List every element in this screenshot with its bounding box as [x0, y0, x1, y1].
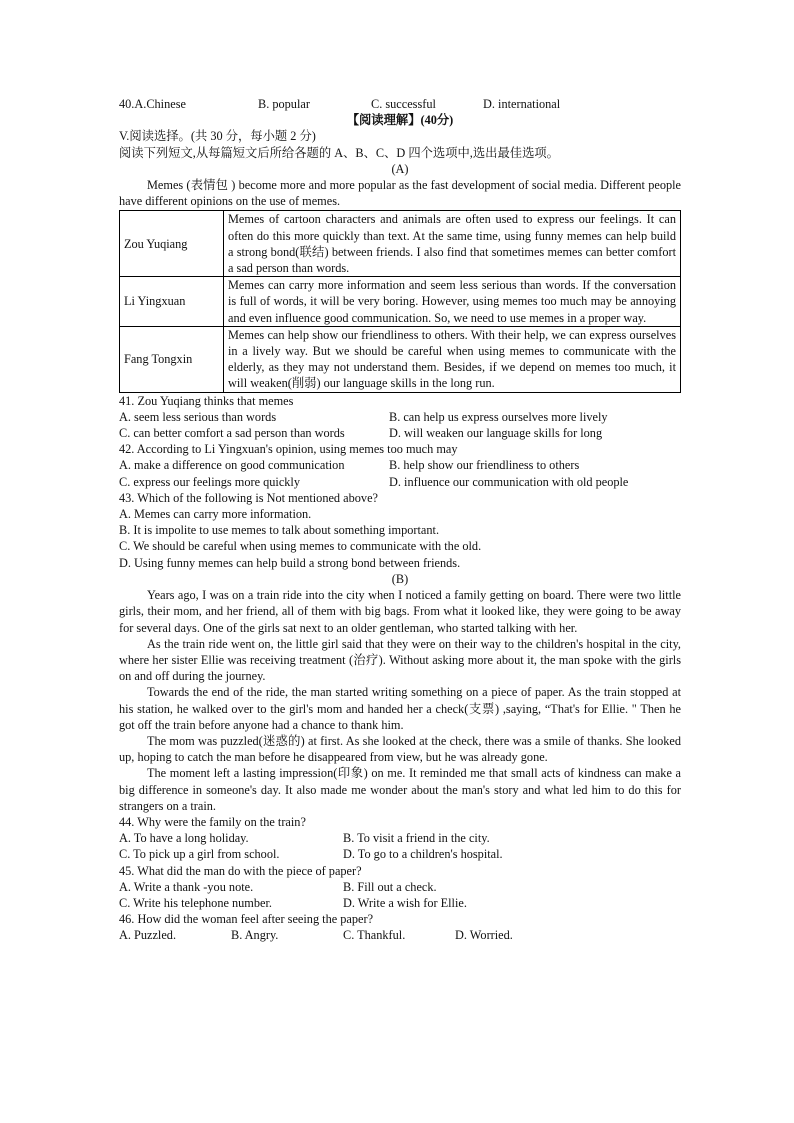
q41-option-d: D. will weaken our language skills for long: [389, 426, 603, 441]
q42-options-row-1: [119, 457, 681, 473]
passage-b-paragraph: Years ago, I was on a train ride into the city when I noticed a family getting on board. There were two little girls, their mom, and her friend, all of them with big bags. From what it looked like, they were going to be away for several days. One of the girls sat next to an older gentleman, who started talking with her.: [119, 588, 681, 635]
section-title: 【阅读理解】(40分): [346, 113, 454, 128]
q45-option-d: D. Write a wish for Ellie.: [343, 895, 467, 910]
passage-b-paragraph: The mom was puzzled(迷惑的) at first. As she looked at the check, there was a smile of thanks. She looked up, hoping to catch the man before he disappeared from view, but he was already gone.: [119, 733, 681, 765]
q42-option-d: D. influence our communication with old people: [389, 474, 629, 489]
opinions-table: [119, 210, 681, 392]
q43-option-a: A. Memes can carry more information.: [119, 507, 312, 522]
passage-b-paragraph: As the train ride went on, the little girl said that they were on their way to the children's hospital in the city, where her sister Ellie was receiving treatment (治疗). Without asking more about it, the man spoke with the girls on and off during the journey.: [119, 636, 681, 684]
q46-option-b: B. Angry.: [231, 928, 279, 943]
q46-options: [119, 927, 681, 943]
q41-option-c: C. can better comfort a sad person than words: [119, 426, 345, 441]
q45-option-c: C. Write his telephone number.: [119, 895, 272, 910]
q44-options-row-1: [119, 830, 681, 846]
table-row: [120, 211, 681, 277]
q40-option-b: B. popular: [258, 97, 310, 111]
person-name: Li Yingxuan: [120, 277, 224, 327]
q45-option-b: B. Fill out a check.: [343, 879, 437, 894]
q41-stem: 41. Zou Yuqiang thinks that memes: [119, 393, 294, 408]
q45-options-row-1: [119, 879, 681, 895]
passage-a-label: (A): [391, 161, 409, 176]
q45-stem: 45. What did the man do with the piece of paper?: [119, 863, 362, 878]
q40-option-c: C. successful: [371, 97, 436, 111]
q46-option-d: D. Worried.: [455, 928, 513, 943]
q42-stem: 42. According to Li Yingxuan's opinion, using memes too much may: [119, 442, 458, 457]
q43-option-c: C. We should be careful when using memes to communicate with the old.: [119, 539, 482, 554]
person-opinion: Memes can help show our friendliness to others. With their help, we can express ourselves in a lively way. But we should be careful when using memes to communicate with the elderly, as they may not understand them. Besides, if we depend on memes too much, it will weaken(削弱) our language skills in the long run.: [224, 326, 681, 392]
q42-options-row-2: [119, 474, 681, 490]
q44-options-row-2: [119, 846, 681, 862]
question-40-options: [119, 96, 681, 112]
q41-options-row-1: [119, 409, 681, 425]
instructions: 阅读下列短文,从每篇短文后所给各题的 A、B、C、D 四个选项中,选出最佳选项。: [119, 145, 559, 160]
q44-option-a: A. To have a long holiday.: [119, 831, 249, 846]
passage-a-intro: Memes (表情包 ) become more and more popular as the fast development of social media. Different people have different opinions on the use of memes.: [119, 178, 681, 209]
passage-b-label: (B): [391, 571, 409, 586]
q44-option-c: C. To pick up a girl from school.: [119, 847, 280, 862]
q46-stem: 46. How did the woman feel after seeing the paper?: [119, 912, 374, 927]
q41-option-a: A. seem less serious than words: [119, 409, 277, 424]
q42-option-c: C. express our feelings more quickly: [119, 474, 300, 489]
q41-options-row-2: [119, 425, 681, 441]
part-v-heading: V.阅读选择。(共 30 分，每小题 2 分): [119, 129, 316, 144]
q44-option-d: D. To go to a children's hospital.: [343, 847, 503, 862]
q42-option-b: B. help show our friendliness to others: [389, 458, 580, 473]
person-opinion: Memes can carry more information and seem less serious than words. If the conversation is full of words, it will be very boring. However, using memes too much may be annoying and even influence good communication. So, we need to use memes in a proper way.: [224, 277, 681, 327]
q45-options-row-2: [119, 895, 681, 911]
q40-option-a: 40.A.Chinese: [119, 97, 186, 111]
q40-option-d: D. international: [483, 97, 561, 111]
q46-option-a: A. Puzzled.: [119, 928, 177, 943]
passage-b-paragraph: Towards the end of the ride, the man started writing something on a piece of paper. As the train stopped at his station, he walked over to the girl's mom and handed her a check(支票) ,saying, “That's for Ellie. " Then he got off the train before anyone had a chance to thank him.: [119, 685, 681, 732]
q44-stem: 44. Why were the family on the train?: [119, 814, 306, 829]
exam-page: [119, 96, 681, 944]
q43-option-b: B. It is impolite to use memes to talk about something important.: [119, 523, 440, 538]
person-name: Fang Tongxin: [120, 326, 224, 392]
table-row: [120, 277, 681, 327]
person-opinion: Memes of cartoon characters and animals are often used to express our feelings. It can often do this more quickly than text. At the same time, using funny memes can help build a strong bond(联结) between friends. I also find that sometimes memes can better comfort a sad person than words.: [224, 211, 681, 277]
table-row: [120, 326, 681, 392]
q46-option-c: C. Thankful.: [343, 928, 406, 943]
q45-option-a: A. Write a thank -you note.: [119, 879, 254, 894]
q43-option-d: D. Using funny memes can help build a strong bond between friends.: [119, 555, 461, 570]
person-name: Zou Yuqiang: [120, 211, 224, 277]
q42-option-a: A. make a difference on good communication: [119, 458, 345, 473]
q43-stem: 43. Which of the following is Not mentioned above?: [119, 490, 378, 505]
q41-option-b: B. can help us express ourselves more lively: [389, 409, 608, 424]
q44-option-b: B. To visit a friend in the city.: [343, 831, 490, 846]
passage-b-paragraph: The moment left a lasting impression(印象) on me. It reminded me that small acts of kindness can make a big difference in someone's day. It also made me wonder about the man's story and what led him to do this for strangers on a train.: [119, 766, 681, 813]
